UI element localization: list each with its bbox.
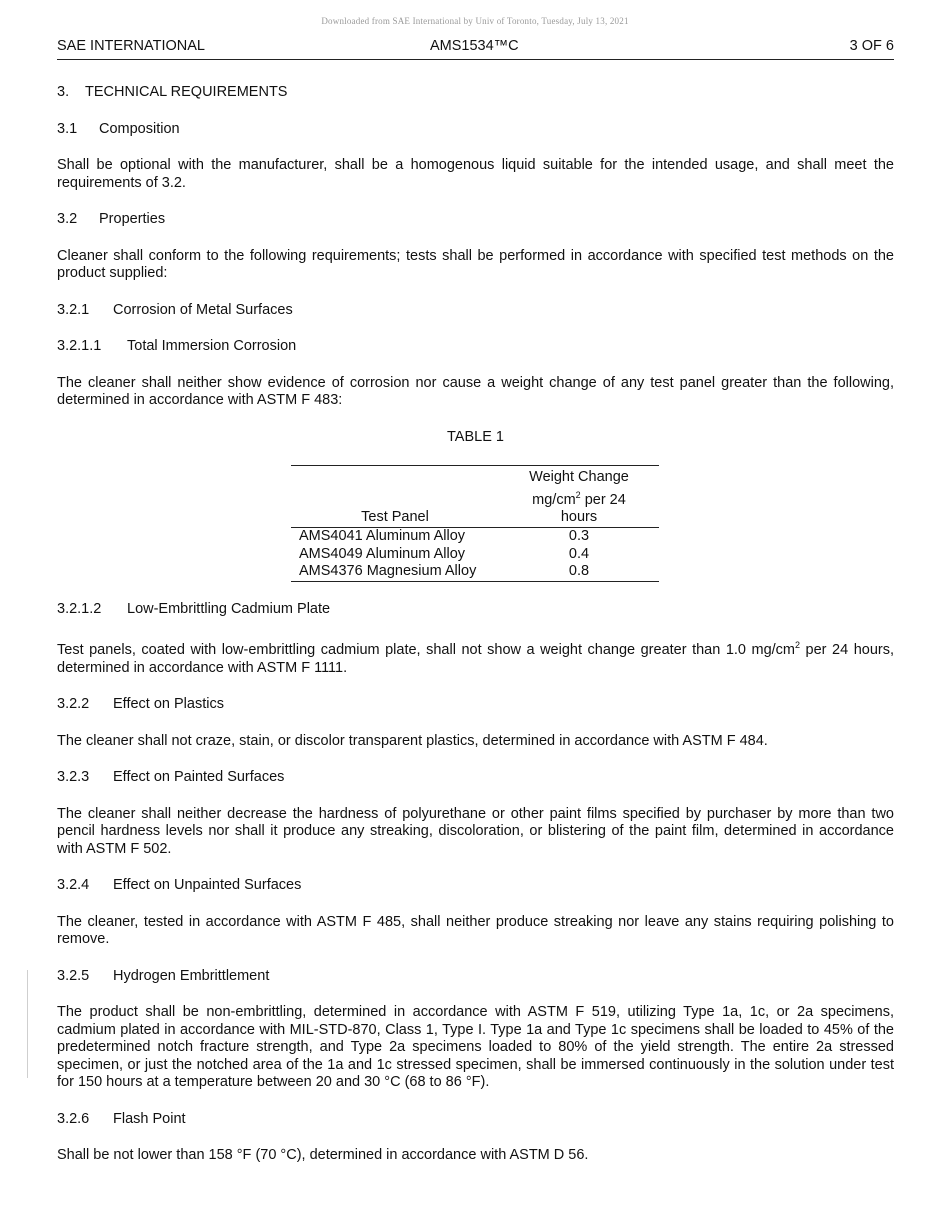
header-page-number: 3 OF 6 — [849, 38, 894, 54]
section-number: 3. — [57, 84, 70, 100]
unit-exponent: 2 — [795, 640, 801, 651]
section-number: 3.2.5 — [57, 967, 90, 984]
section-body-3-2-4: The cleaner, tested in accordance with ASTM F 485, shall neither produce streaking nor leave any stains requiring polishing to remove. — [57, 913, 894, 948]
section-number: 3.2.1.2 — [57, 600, 102, 617]
page-header — [57, 38, 894, 60]
section-title: Effect on Unpainted Surfaces — [113, 877, 302, 894]
section-heading-3-2-5 — [57, 968, 894, 986]
section-number: 3.2.1 — [57, 301, 90, 318]
section-title: Properties — [99, 211, 166, 227]
section-title: TECHNICAL REQUIREMENTS — [85, 84, 288, 100]
weight-change-cell: 0.8 — [499, 563, 659, 581]
table-row — [291, 563, 659, 581]
weight-change-per: per 24 — [580, 491, 626, 508]
section-number: 3.1 — [57, 120, 78, 137]
section-body-3-2-6: Shall be not lower than 158 °F (70 °C), determined in accordance with ASTM D 56. — [57, 1147, 589, 1164]
section-number: 3.2.2 — [57, 696, 90, 713]
section-heading-3-2-1-1 — [57, 338, 894, 356]
weight-change-unit: mg/cm — [532, 491, 576, 508]
header-document-id: AMS1534™C — [430, 38, 519, 54]
weight-change-table — [291, 465, 659, 582]
table-header-row — [291, 466, 659, 528]
section-title: Flash Point — [113, 1110, 186, 1127]
weight-change-cell: 0.4 — [568, 545, 590, 562]
section-body-3-2-5: The product shall be non-embrittling, determined in accordance with ASTM F 519, utilizing Type 1a, 1c, or 2a specimens, cadmium plated in accordance with MIL-STD-870, Class 1, Type I. Type 1a and Type 1c specimens shall be loaded to 45% of the predetermined notch fracture strength, and Type 2a specimens loaded to 80% of the yield strength. The entire 2a stressed specimen, or just the notched area of the 1a and 1c stressed specimen, shall be immersed continuously in the solution under test for 150 hours at a temperature between 20 and 30 °C (68 to 86 °F). — [57, 1004, 894, 1091]
section-heading-3-2-2 — [57, 696, 894, 714]
section-heading-3-2-3 — [57, 769, 894, 787]
test-panel-cell: AMS4041 Aluminum Alloy — [299, 528, 466, 545]
section-title: Low-Embrittling Cadmium Plate — [127, 600, 331, 617]
test-panel-cell: AMS4049 Aluminum Alloy — [299, 545, 466, 562]
section-body-3-1: Shall be optional with the manufacturer, shall be a homogenous liquid suitable for the intended usage, and shall meet the requirements of 3.2. — [57, 157, 894, 191]
document-body — [57, 84, 894, 1184]
table-title: TABLE 1 — [447, 428, 504, 445]
section-body-3-2-3: The cleaner shall neither decrease the hardness of polyurethane or other paint films specified by purchaser by more than two pencil hardness levels nor shall it produce any streaking, discoloration, or blistering of the paint film, determined in accordance with ASTM F 502. — [57, 805, 894, 857]
section-number: 3.2.3 — [57, 769, 90, 786]
section-title: Total Immersion Corrosion — [127, 338, 297, 354]
test-panel-cell: AMS4376 Magnesium Alloy — [291, 563, 499, 581]
table-row — [291, 546, 659, 564]
weight-change-cell: 0.3 — [568, 528, 590, 545]
section-number: 3.2.1.1 — [57, 338, 102, 354]
body-text-part: per 24 hours, determined in accordance with ASTM F 1111. — [57, 642, 894, 676]
unit-exponent: 2 — [575, 489, 581, 500]
section-heading-3-2-6 — [57, 1111, 894, 1129]
section-number: 3.2.6 — [57, 1110, 90, 1127]
weight-change-hours: hours — [560, 508, 598, 525]
section-heading-3-2-1-2 — [57, 601, 894, 619]
section-title: Hydrogen Embrittlement — [113, 967, 270, 984]
download-watermark: Downloaded from SAE International by Univ of Toronto, Tuesday, July 13, 2021 — [321, 16, 629, 26]
section-title: Effect on Painted Surfaces — [113, 769, 285, 786]
section-number: 3.2.4 — [57, 877, 90, 894]
section-title: Composition — [99, 120, 180, 137]
section-heading-3-2 — [57, 211, 894, 229]
column-header-test-panel: Test Panel — [291, 466, 499, 528]
section-body-3-2: Cleaner shall conform to the following requirements; tests shall be performed in accordance with specified test methods on the product supplied: — [57, 247, 894, 281]
section-heading-3-1 — [57, 121, 894, 139]
section-number: 3.2 — [57, 211, 78, 227]
weight-change-label: Weight Change — [529, 469, 629, 485]
table-row — [291, 528, 659, 546]
section-title: Effect on Plastics — [113, 696, 224, 713]
header-publisher: SAE INTERNATIONAL — [57, 38, 205, 54]
section-heading-3 — [57, 84, 894, 102]
section-title: Corrosion of Metal Surfaces — [113, 301, 293, 318]
body-text-part: Test panels, coated with low-embrittling cadmium plate, shall not show a weight change greater than 1.0 mg/cm — [57, 642, 796, 659]
section-heading-3-2-1 — [57, 302, 894, 320]
section-body-3-2-2: The cleaner shall not craze, stain, or discolor transparent plastics, determined in accordance with ASTM F 484. — [57, 732, 768, 749]
section-body-3-2-1-1: The cleaner shall neither show evidence of corrosion nor cause a weight change of any test panel greater than the following, determined in accordance with ASTM F 483: — [57, 374, 894, 408]
section-heading-3-2-4 — [57, 877, 894, 895]
margin-change-bar — [27, 970, 28, 1078]
column-header-weight-change — [499, 466, 659, 528]
section-body-3-2-1-2 — [57, 637, 894, 677]
